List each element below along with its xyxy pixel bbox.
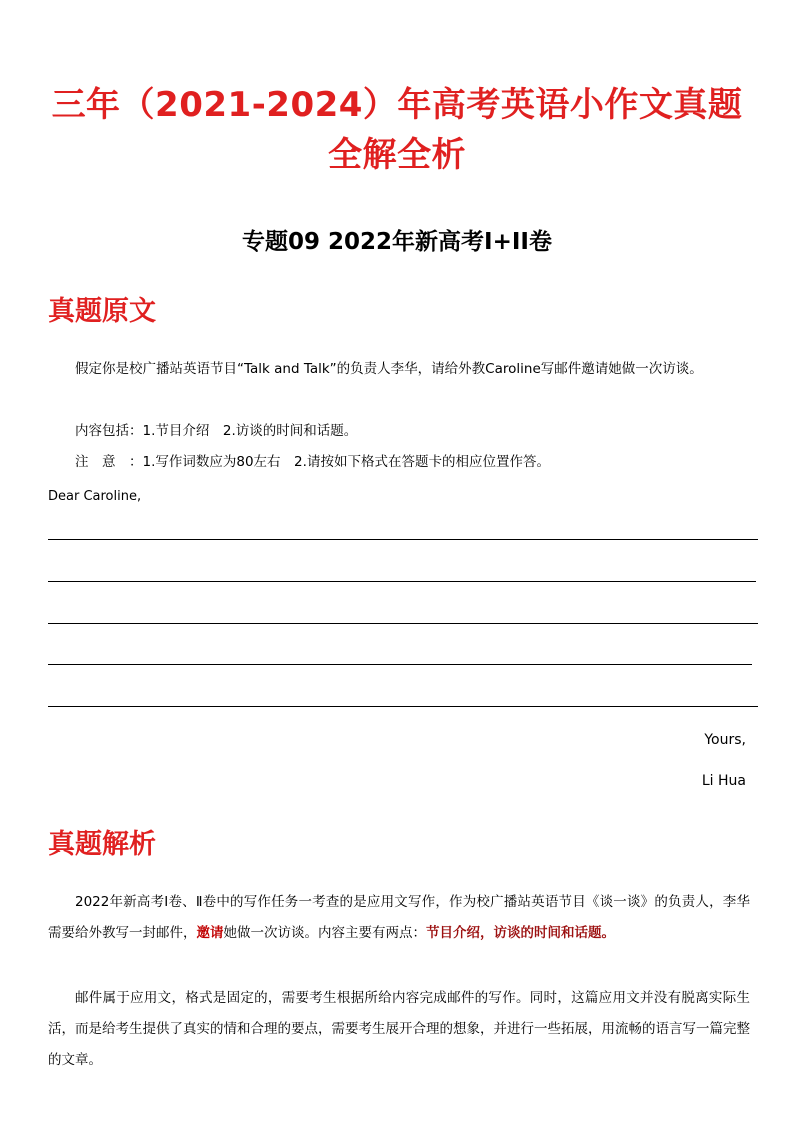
answer-line [48, 706, 758, 707]
highlight-key-points: 节目介绍，访谈的时间和话题。 [426, 925, 615, 941]
letter-closing: Yours, [704, 732, 746, 748]
analysis-paragraph-2: 邮件属于应用文，格式是固定的，需要考生根据所给内容完成邮件的写作。同时，这篇应用文并没有脱离实际生活，而是给考生提供了真实的情和合理的要点，需要考生展开合理的想象，并进行一些拓展，用流畅的语言写一篇完整的文章。 [48, 990, 750, 1068]
analysis-paragraph-1 [48, 887, 750, 949]
analysis-text: 2022年新高考Ⅰ卷、Ⅱ卷中的写作任务一考查的是应用文写作，作为校广播站英语节目《谈一谈》的负责人，李华需要给外教写一封邮件， [48, 894, 750, 941]
answer-line [48, 623, 758, 624]
answer-line [48, 539, 758, 540]
section-heading-original: 真题原文 [48, 296, 156, 327]
prompt-paragraph-3: 注 意 ：1.写作词数应为80左右 2.请按如下格式在答题卡的相应位置作答。 [75, 454, 550, 470]
answer-line [48, 581, 756, 582]
prompt-paragraph-2: 内容包括：1.节目介绍 2.访谈的时间和话题。 [75, 423, 358, 439]
document-subtitle: 专题09 2022年新高考I+II卷 [242, 229, 552, 255]
answer-line [48, 664, 752, 665]
document-title: 三年（2021-2024）年高考英语小作文真题全解全析 [51, 85, 743, 175]
letter-salutation: Dear Caroline, [48, 489, 142, 504]
highlight-invite: 邀请 [196, 925, 224, 941]
prompt-paragraph-1: 假定你是校广播站英语节目“Talk and Talk”的负责人李华，请给外教Caroline写邮件邀请她做一次访谈。 [75, 361, 703, 377]
section-heading-analysis: 真题解析 [48, 829, 156, 860]
analysis-text: 她做一次访谈。内容主要有两点： [223, 925, 426, 941]
letter-signature: Li Hua [701, 773, 746, 789]
